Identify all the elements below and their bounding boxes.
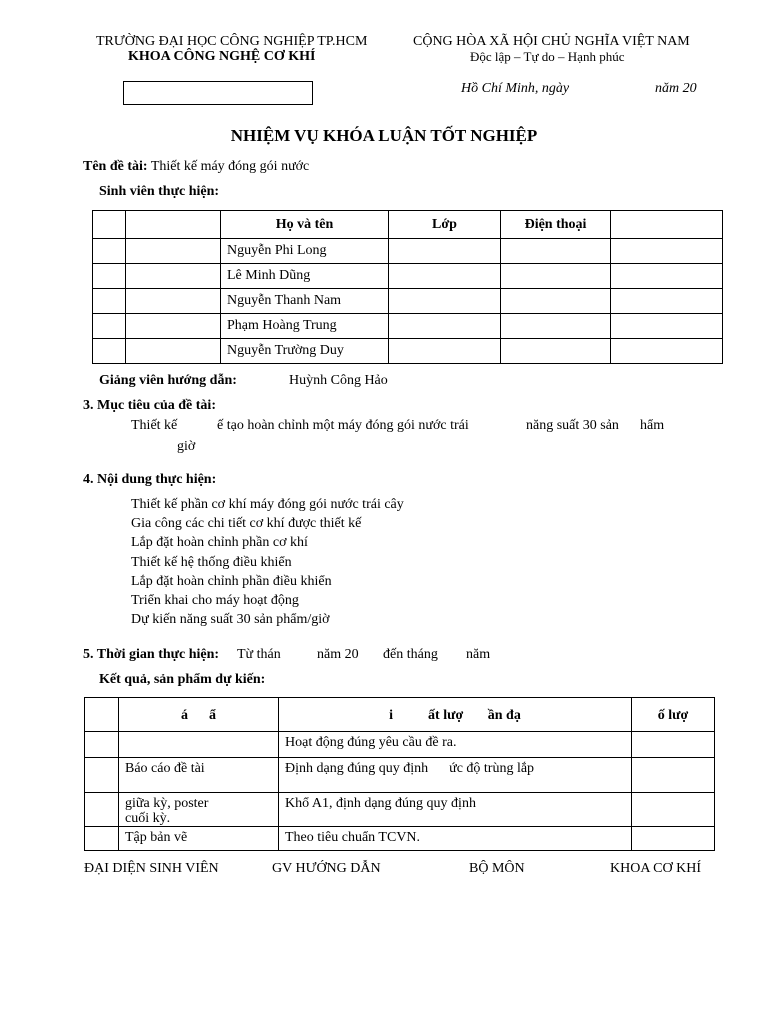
table-row [93, 264, 723, 289]
objective-text-a: Thiết kế [131, 418, 178, 433]
result-cell [85, 793, 119, 827]
faculty-name: KHOA CÔNG NGHỆ CƠ KHÍ [128, 49, 316, 64]
header-phone: Điện thoại [501, 211, 611, 239]
header-cell [126, 211, 221, 239]
students-table [92, 210, 723, 364]
table-row [85, 758, 715, 793]
topic-line [83, 159, 309, 175]
result-quantity [632, 827, 715, 851]
topic-label: Tên đề tài: [83, 159, 148, 174]
student-name: Nguyễn Thanh Nam [221, 289, 389, 314]
result-quantity [632, 732, 715, 758]
header-cell [93, 211, 126, 239]
university-name: TRƯỜNG ĐẠI HỌC CÔNG NGHIỆP TP.HCM [96, 34, 368, 49]
objective-text-c: năng suất 30 sản [526, 418, 619, 433]
schedule-year-1: năm 20 [317, 647, 359, 662]
result-cell [85, 758, 119, 793]
table-row [93, 339, 723, 364]
content-label: 4. Nội dung thực hiện: [83, 472, 217, 487]
table-row [85, 827, 715, 851]
topic-value: Thiết kế máy đóng gói nước [150, 159, 310, 174]
signature-advisor: GV HƯỚNG DẪN [272, 861, 381, 876]
schedule-from: Từ thán [237, 647, 281, 662]
student-name: Nguyễn Phi Long [221, 239, 389, 264]
country-name: CỘNG HÒA XÃ HỘI CHỦ NGHĨA VIỆT NAM [413, 34, 690, 49]
student-name: Phạm Hoàng Trung [221, 314, 389, 339]
result-product: Tập bản vẽ [119, 827, 279, 851]
national-motto: Độc lập – Tự do – Hạnh phúc [470, 49, 625, 64]
result-product [119, 732, 279, 758]
table-row [93, 239, 723, 264]
document-number-box [123, 81, 313, 105]
result-cell [85, 827, 119, 851]
header-name: Họ và tên [221, 211, 389, 239]
header-cell [611, 211, 723, 239]
content-item: Triển khai cho máy hoạt động [131, 593, 299, 608]
result-product: Báo cáo đề tài [119, 758, 279, 793]
signature-faculty: KHOA CƠ KHÍ [610, 861, 701, 876]
document-title: NHIỆM VỤ KHÓA LUẬN TỐT NGHIỆP [230, 126, 538, 145]
advisor-label: Giảng viên hướng dẫn: [99, 373, 237, 388]
schedule-year-2: năm [466, 647, 491, 662]
signature-student-rep: ĐẠI DIỆN SINH VIÊN [84, 861, 219, 876]
table-header-row [85, 698, 715, 732]
table-row [85, 732, 715, 758]
result-cell [85, 732, 119, 758]
table-row [93, 289, 723, 314]
result-quality: Định dạng đúng quy định ức độ trùng lắp [279, 758, 632, 793]
objective-label: 3. Mục tiêu của đề tài: [83, 398, 216, 413]
results-label: Kết quả, sản phẩm dự kiến: [99, 672, 266, 687]
result-quality: Theo tiêu chuẩn TCVN. [279, 827, 632, 851]
students-label: Sinh viên thực hiện: [99, 184, 220, 199]
objective-text-d: hẩm [640, 418, 665, 433]
header-product: á ẩ [119, 698, 279, 732]
content-item: Dự kiến năng suất 30 sản phẩm/giờ [131, 612, 330, 627]
results-table [84, 697, 715, 851]
student-name: Lê Minh Dũng [221, 264, 389, 289]
content-item: Thiết kế phần cơ khí máy đóng gói nước trái cây [131, 497, 404, 512]
signature-department: BỘ MÔN [469, 861, 525, 876]
table-row [93, 314, 723, 339]
schedule-label: 5. Thời gian thực hiện: [83, 647, 220, 662]
content-item: Gia công các chi tiết cơ khí được thiết kế [131, 516, 362, 531]
student-name: Nguyễn Trường Duy [221, 339, 389, 364]
objective-text-e: giờ [177, 439, 196, 454]
content-item: Lắp đặt hoàn chỉnh phần điều khiển [131, 574, 332, 589]
content-item: Thiết kế hệ thống điều khiển [131, 555, 292, 570]
table-header-row [93, 211, 723, 239]
place-date: Hồ Chí Minh, ngày [461, 81, 570, 96]
content-item: Lắp đặt hoàn chỉnh phần cơ khí [131, 535, 308, 550]
header-quality: i ất lượ ần đạ [279, 698, 632, 732]
result-quality: Hoạt động đúng yêu cầu đề ra. [279, 732, 632, 758]
table-row [85, 793, 715, 827]
result-quantity [632, 793, 715, 827]
header-cell [85, 698, 119, 732]
result-quality: Khổ A1, định dạng đúng quy định [279, 793, 632, 827]
header-class: Lớp [389, 211, 501, 239]
advisor-name: Huỳnh Công Hảo [289, 373, 388, 388]
date-year: năm 20 [655, 81, 697, 96]
objective-text-b: ế tạo hoàn chỉnh một máy đóng gói nước trái [217, 418, 469, 433]
result-product: giữa kỳ, poster cuối kỳ. [119, 793, 279, 827]
result-quantity [632, 758, 715, 793]
schedule-to: đến tháng [383, 647, 438, 662]
header-quantity: ố lượ [632, 698, 715, 732]
